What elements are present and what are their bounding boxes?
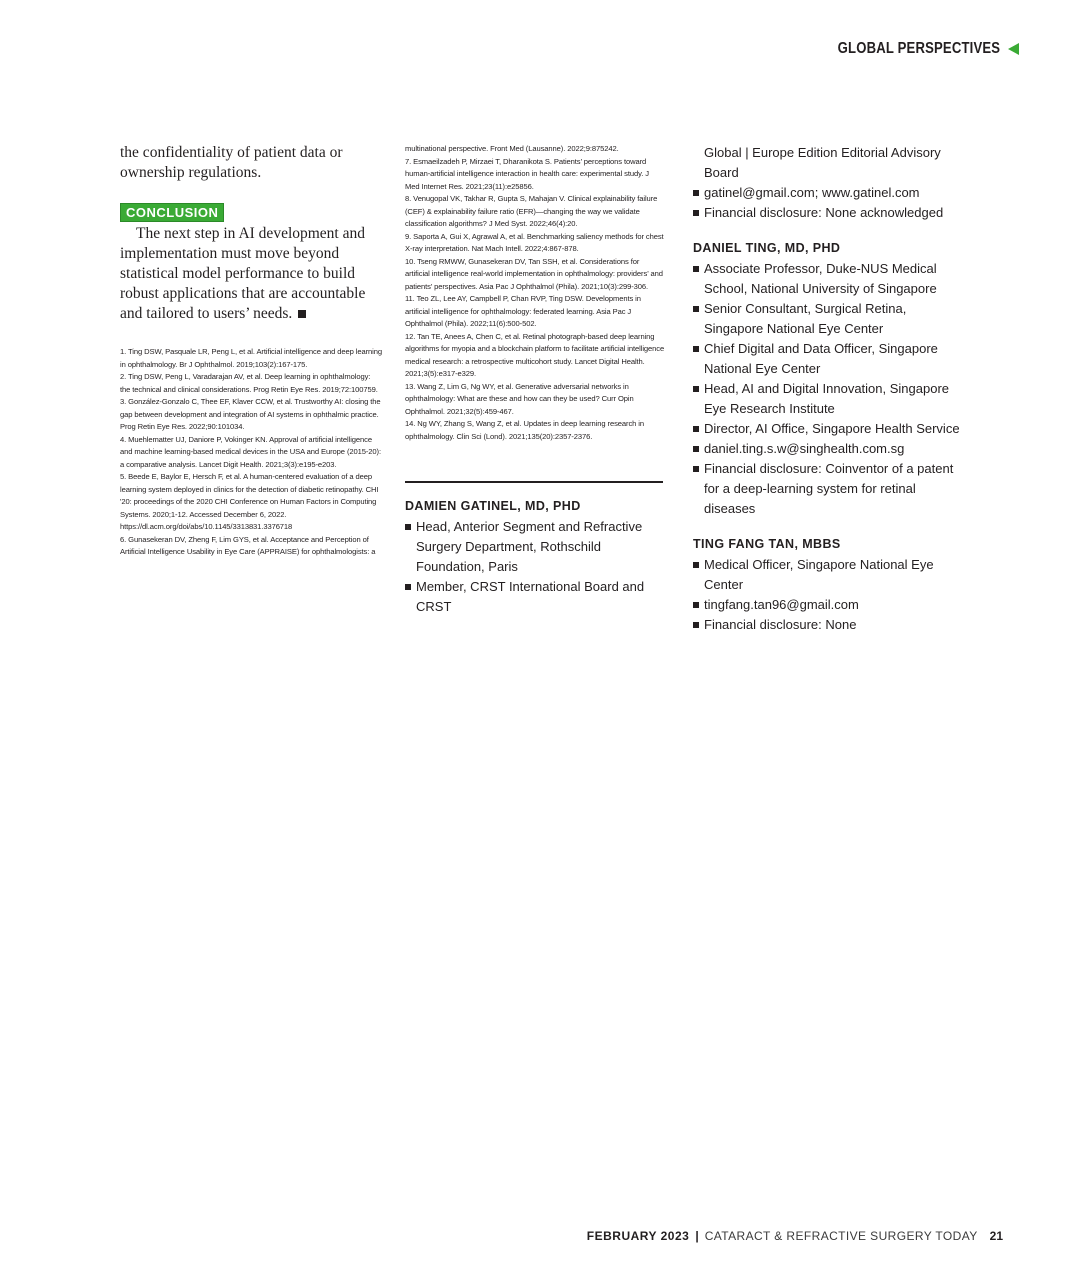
- left-arrow-icon: [1008, 43, 1019, 55]
- author-name: DANIEL TING, MD, PHD: [693, 241, 841, 255]
- reference-item: 5. Beede E, Baylor E, Hersch F, et al. A human-centered evaluation of a deep learning system deployed in clinics for the detection of diabetic retinopathy. CHI '20: proceedings of the 2020 CHI Conference on Human Factors in Computing Systems. 2020;1-12. Accessed December 6, 2022. https://dl.acm.org/doi/abs/10.1145/3313831.3376718: [120, 472, 379, 531]
- footer-separator: |: [695, 1229, 699, 1243]
- bio-email: gatinel@gmail.com; www.gatinel.com: [693, 183, 961, 203]
- bio-item: Member, CRST International Board and CRST: [405, 577, 665, 617]
- body-paragraph: the confidentiality of patient data or ownership regulations.: [120, 144, 343, 181]
- bio-email: tingfang.tan96@gmail.com: [693, 595, 961, 615]
- reference-item: 3. González-Gonzalo C, Thee EF, Klaver CCW, et al. Trustworthy AI: closing the gap between development and integration of AI systems in ophthalmic practice. Prog Retin Eye Res. 2022;90:101034.: [120, 397, 381, 431]
- bio-disclosure: Financial disclosure: None: [693, 615, 961, 635]
- reference-item: 1. Ting DSW, Pasquale LR, Peng L, et al. Artificial intelligence and deep learning in ophthalmology. Br J Ophthalmol. 2019;103(2):167-175.: [120, 347, 382, 369]
- reference-item: 12. Tan TE, Anees A, Chen C, et al. Retinal photograph-based deep learning algorithms for myopia and a blockchain platform to facilitate artificial intelligence medical research: a retrospective multicohort study. Lancet Digital Health. 2021;3(5):e317-e329.: [405, 331, 665, 378]
- publication-name: CATARACT & REFRACTIVE SURGERY TODAY: [704, 1229, 978, 1243]
- divider: [405, 481, 663, 483]
- conclusion-heading: CONCLUSION: [120, 203, 224, 222]
- bio-item-continued: Global | Europe Edition Editorial Advisory Board: [704, 145, 941, 180]
- bio-item: Head, Anterior Segment and Refractive Surgery Department, Rothschild Foundation, Paris: [405, 517, 665, 577]
- end-mark-icon: [298, 310, 306, 318]
- author-bio: [693, 555, 961, 635]
- author-name: DAMIEN GATINEL, MD, PHD: [405, 499, 581, 513]
- reference-item: multinational perspective. Front Med (Lausanne). 2022;9:875242.: [405, 144, 619, 153]
- column-3: [693, 143, 961, 653]
- bio-item: Chief Digital and Data Officer, Singapore National Eye Center: [693, 339, 961, 379]
- author-gatinel: [405, 499, 665, 617]
- conclusion-paragraph: [120, 224, 382, 324]
- reference-item: 14. Ng WY, Zhang S, Wang Z, et al. Updates in deep learning research in ophthalmology. Clin Sci (Lond). 2021;135(20):2357-2376.: [405, 419, 644, 441]
- bio-item: Director, AI Office, Singapore Health Service: [693, 419, 961, 439]
- bio-disclosure: Financial disclosure: None acknowledged: [693, 203, 961, 223]
- page-footer: [587, 1229, 1003, 1243]
- bio-item: Medical Officer, Singapore National Eye Center: [693, 555, 961, 595]
- section-title: GLOBAL PERSPECTIVES: [837, 40, 1000, 57]
- reference-item: 6. Gunasekeran DV, Zheng F, Lim GYS, et al. Acceptance and Perception of Artificial Intelligence Usability in Eye Care (APPRAISE) for ophthalmologists: a: [120, 534, 376, 556]
- author-bio: [693, 259, 961, 519]
- references-list-continued: [405, 143, 665, 443]
- page-number: 21: [989, 1229, 1003, 1243]
- reference-item: 8. Venugopal VK, Takhar R, Gupta S, Mahajan V. Clinical explainability failure (CEF) & explainability failure ratio (EFR)—changing the way we validate classification algorithms? J Med Syst. 2022;46(4):20.: [405, 194, 658, 228]
- bio-item: Senior Consultant, Surgical Retina, Singapore National Eye Center: [693, 299, 961, 339]
- conclusion-text: The next step in AI development and implementation must move beyond statistical model performance to build robust applications that are accountable and tailored to users’ needs.: [120, 225, 366, 322]
- bio-item: Head, AI and Digital Innovation, Singapore Eye Research Institute: [693, 379, 961, 419]
- reference-item: 10. Tseng RMWW, Gunasekeran DV, Tan SSH, et al. Considerations for artificial intelligence real-world implementation in ophthalmology: providers’ and patients’ perspectives. Asia Pac J Ophthalmol (Phila). 2021;10(3):299-306.: [405, 256, 663, 291]
- author-name: TING FANG TAN, MBBS: [693, 537, 841, 551]
- reference-item: 13. Wang Z, Lim G, Ng WY, et al. Generative adversarial networks in ophthalmology: What are these and how can they be used? Curr Opin Ophthalmol. 2021;32(5):459-467.: [405, 381, 634, 416]
- section-header: [802, 40, 1019, 58]
- bio-disclosure: Financial disclosure: Coinventor of a patent for a deep-learning system for retinal diseases: [693, 459, 961, 519]
- bio-email: daniel.ting.s.w@singhealth.com.sg: [693, 439, 961, 459]
- issue-date: FEBRUARY 2023: [586, 1229, 690, 1243]
- references-list: [120, 346, 382, 559]
- author-ting: [693, 241, 961, 519]
- reference-item: 2. Ting DSW, Peng L, Varadarajan AV, et al. Deep learning in ophthalmology: the technical and clinical considerations. Prog Retin Eye Res. 2019;72:100759.: [120, 372, 378, 394]
- reference-item: 7. Esmaeilzadeh P, Mirzaei T, Dharanikota S. Patients’ perceptions toward human-artificial intelligence interaction in health care: experimental study. J Med Internet Res. 2021;23(11):e25856.: [405, 156, 649, 191]
- column-1: [120, 143, 382, 559]
- author-tan: [693, 537, 961, 635]
- reference-item: 9. Saporta A, Gui X, Agrawal A, et al. Benchmarking saliency methods for chest X-ray interpretation. Nat Mach Intell. 2022;4:867-878.: [405, 231, 664, 253]
- reference-item: 4. Muehlematter UJ, Daniore P, Vokinger KN. Approval of artificial intelligence and machine learning-based medical devices in the USA and Europe (2015-20): a comparative analysis. Lancet Digit Health. 2021;3(3):e195-e203.: [120, 434, 381, 469]
- author-bio: [693, 143, 961, 223]
- reference-item: 11. Teo ZL, Lee AY, Campbell P, Chan RVP, Ting DSW. Developments in artificial intelligence for ophthalmology: federated learning. Asia Pac J Ophthalmol (Phila). 2022;11(6):500-502.: [405, 294, 641, 328]
- author-bio: [405, 517, 665, 617]
- author-gatinel-continued: [693, 143, 961, 223]
- column-2: [405, 143, 665, 635]
- bio-item: Associate Professor, Duke-NUS Medical School, National University of Singapore: [693, 259, 961, 299]
